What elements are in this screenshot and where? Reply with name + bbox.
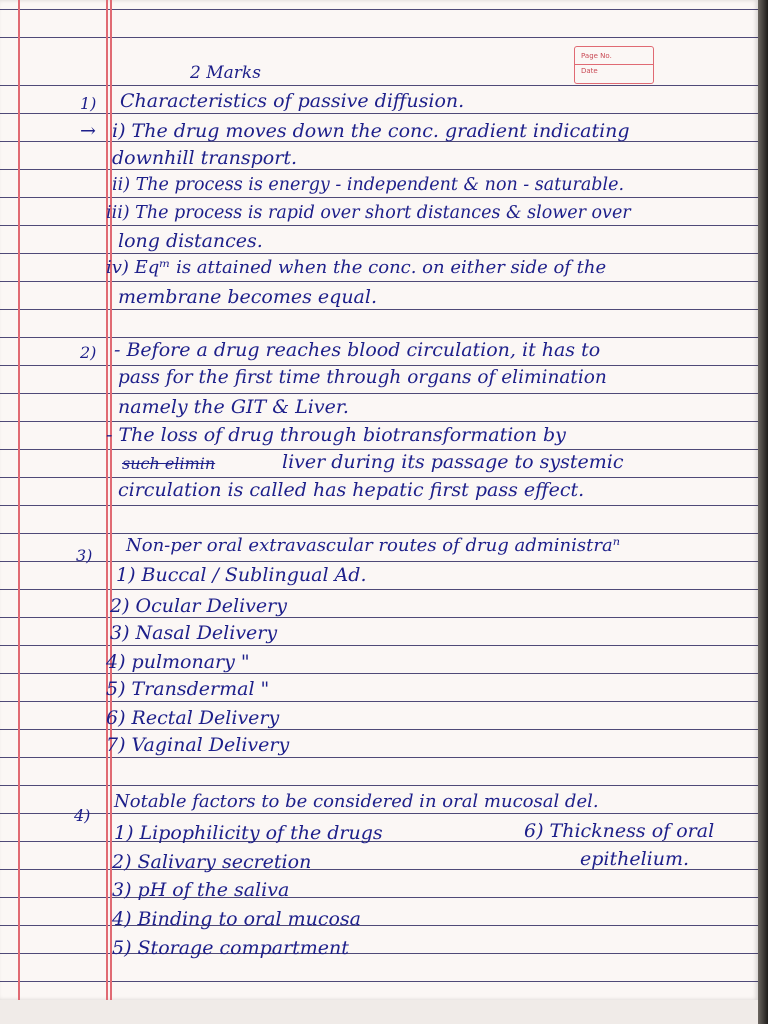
list-item: 1) Lipophilicity of the drugs bbox=[114, 822, 383, 844]
question-number: 2) bbox=[80, 343, 97, 362]
text-line: - Before a drug reaches blood circulation, it has to bbox=[114, 339, 601, 361]
margin-line bbox=[106, 0, 108, 1000]
text-line: circulation is called has hepatic first pass effect. bbox=[118, 479, 585, 501]
text-line: liver during its passage to systemic bbox=[282, 451, 624, 473]
text-line: - The loss of drug through biotransformation by bbox=[106, 424, 566, 446]
list-item: 5) Storage compartment bbox=[112, 937, 349, 959]
list-item: 4) pulmonary " bbox=[106, 651, 250, 673]
list-item: 4) Binding to oral mucosa bbox=[112, 908, 361, 930]
question-heading: Characteristics of passive diffusion. bbox=[120, 90, 465, 112]
text-line: iii) The process is rapid over short distances & slower over bbox=[106, 203, 631, 223]
page-title: 2 Marks bbox=[190, 63, 261, 83]
list-item: 3) pH of the saliva bbox=[112, 879, 290, 901]
question-heading: Notable factors to be considered in oral mucosal del. bbox=[114, 791, 599, 812]
arrow-icon: → bbox=[80, 120, 96, 142]
list-item-continued: epithelium. bbox=[580, 848, 690, 870]
left-margin-line bbox=[18, 0, 20, 1000]
text-line: ii) The process is energy - independent & non - saturable. bbox=[112, 175, 625, 195]
list-item: 3) Nasal Delivery bbox=[110, 622, 278, 644]
list-item: 2) Ocular Delivery bbox=[110, 595, 287, 617]
page-no-label: Page No. bbox=[581, 52, 612, 60]
page-number-date-box bbox=[574, 46, 654, 84]
struck-text: such elimin bbox=[122, 454, 216, 473]
date-label: Date bbox=[581, 67, 598, 75]
list-item: 6) Rectal Delivery bbox=[106, 707, 280, 729]
text-line: membrane becomes equal. bbox=[118, 286, 377, 308]
text-line: iv) Eqᵐ is attained when the conc. on either side of the bbox=[106, 257, 607, 278]
notebook-binding-edge bbox=[758, 0, 768, 1024]
desk-surface bbox=[0, 1000, 768, 1024]
list-item: 5) Transdermal " bbox=[106, 678, 270, 700]
question-number: 3) bbox=[76, 546, 93, 565]
question-number: 1) bbox=[80, 94, 97, 113]
list-item: 7) Vaginal Delivery bbox=[106, 734, 290, 756]
text-line: pass for the first time through organs of elimination bbox=[118, 367, 607, 388]
list-item: 6) Thickness of oral bbox=[524, 820, 715, 842]
list-item: 2) Salivary secretion bbox=[112, 851, 312, 873]
question-number: 4) bbox=[74, 806, 91, 825]
text-line: namely the GIT & Liver. bbox=[118, 396, 349, 418]
text-line: downhill transport. bbox=[112, 147, 297, 169]
list-item: 1) Buccal / Sublingual Ad. bbox=[116, 564, 367, 586]
question-heading: Non-per oral extravascular routes of drug administraⁿ bbox=[126, 535, 621, 556]
text-line: long distances. bbox=[118, 230, 263, 252]
text-line: i) The drug moves down the conc. gradient indicating bbox=[112, 120, 630, 142]
box-divider bbox=[575, 64, 653, 65]
